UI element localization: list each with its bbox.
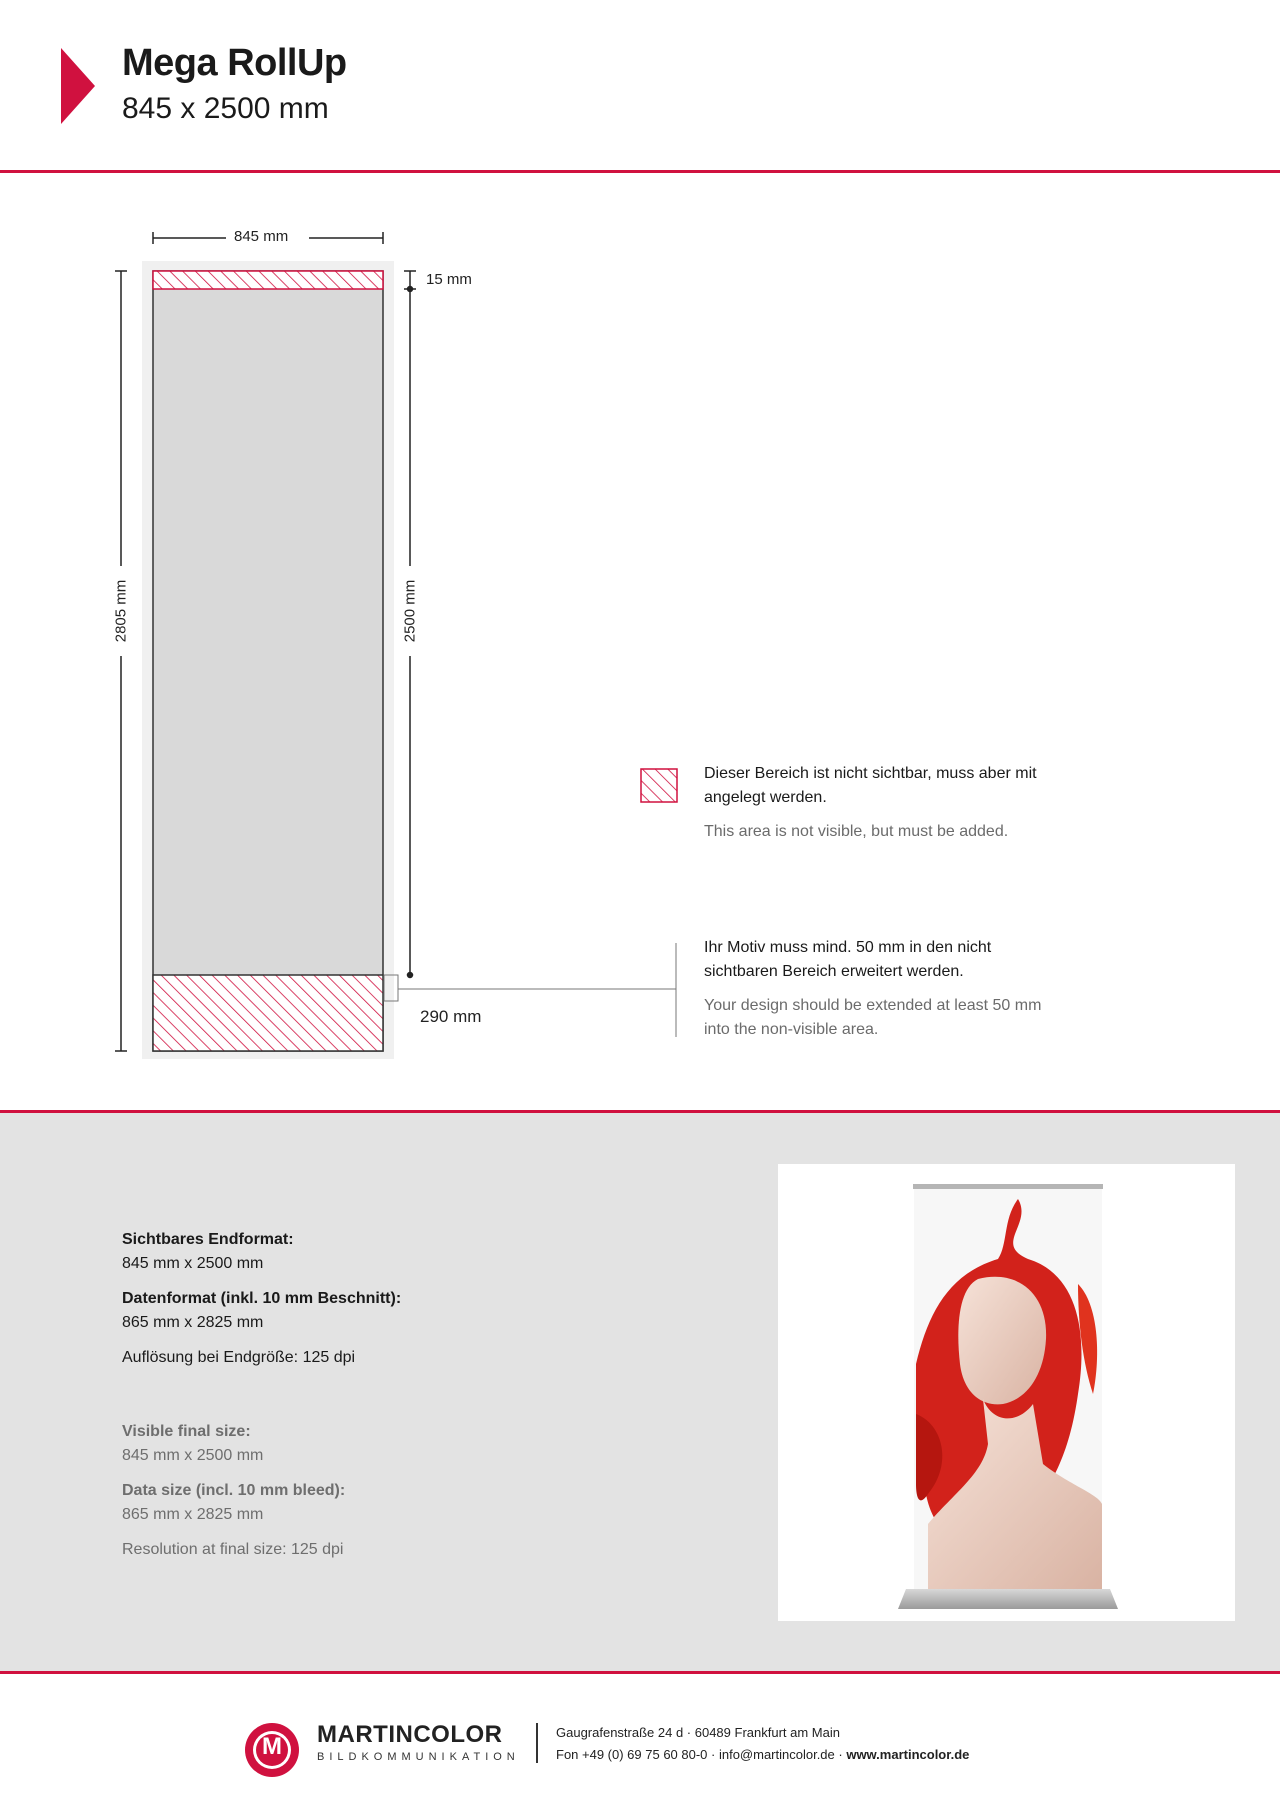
- hidden-area-note-en: This area is not visible, but must be added.: [704, 823, 1009, 840]
- bottom-height-label: 290 mm: [420, 1007, 482, 1026]
- footer-contact: [556, 1747, 969, 1762]
- footer-website-link[interactable]: www.martincolor.de: [846, 1747, 970, 1762]
- visible-height-label: 2500 mm: [401, 579, 419, 643]
- page-subtitle: 845 x 2500 mm: [122, 92, 329, 125]
- data-format-label-en: Data size (incl. 10 mm bleed):: [122, 1482, 346, 1499]
- visible-format-value-en: 845 mm x 2500 mm: [122, 1447, 264, 1464]
- visible-format-label-en: Visible final size:: [122, 1423, 251, 1440]
- rollup-illustration: [778, 1164, 1235, 1621]
- product-photo: [778, 1164, 1235, 1621]
- top-margin-label: 15 mm: [426, 271, 472, 288]
- data-format-value-de: 865 mm x 2825 mm: [122, 1314, 264, 1331]
- extend-note-de: Ihr Motiv muss mind. 50 mm in den nicht sichtbaren Bereich erweitert werden.: [704, 939, 992, 980]
- extend-note-en: Your design should be extended at least 50 mm into the non-visible area.: [704, 997, 1042, 1038]
- hidden-area-note-de: Dieser Bereich ist nicht sichtbar, muss aber mit angelegt werden.: [704, 765, 1037, 806]
- visible-format-label-de: Sichtbares Endformat:: [122, 1231, 294, 1248]
- banner-panel: [153, 271, 383, 1051]
- specs-en: [122, 1420, 622, 1562]
- hatch-legend-swatch: [641, 769, 677, 802]
- brand-name: MARTINCOLOR: [317, 1721, 503, 1748]
- footer-address: Gaugrafenstraße 24 d · 60489 Frankfurt am Main: [556, 1725, 840, 1740]
- data-format-label-de: Datenformat (inkl. 10 mm Beschnitt):: [122, 1290, 402, 1307]
- width-label: 845 mm: [234, 228, 289, 245]
- page-title: Mega RollUp: [122, 42, 347, 84]
- brand-subline: BILDKOMMUNIKATION: [317, 1751, 520, 1763]
- top-hidden-area: [153, 271, 383, 289]
- footer-contact-text: Fon +49 (0) 69 75 60 80-0 · info@martincolor.de ·: [556, 1747, 847, 1762]
- specs-de: [122, 1228, 622, 1370]
- band-bottom-divider: [0, 1671, 1280, 1674]
- bottom-hidden-area: [153, 975, 383, 1051]
- resolution-en: Resolution at final size: 125 dpi: [122, 1541, 344, 1558]
- visible-format-value-de: 845 mm x 2500 mm: [122, 1255, 264, 1272]
- total-height-label: 2805 mm: [112, 579, 130, 643]
- logo-letter: M: [262, 1733, 282, 1760]
- data-format-value-en: 865 mm x 2825 mm: [122, 1506, 264, 1523]
- footer-separator: [536, 1723, 538, 1763]
- resolution-de: Auflösung bei Endgröße: 125 dpi: [122, 1349, 356, 1366]
- total-height-dimension: [115, 271, 127, 1051]
